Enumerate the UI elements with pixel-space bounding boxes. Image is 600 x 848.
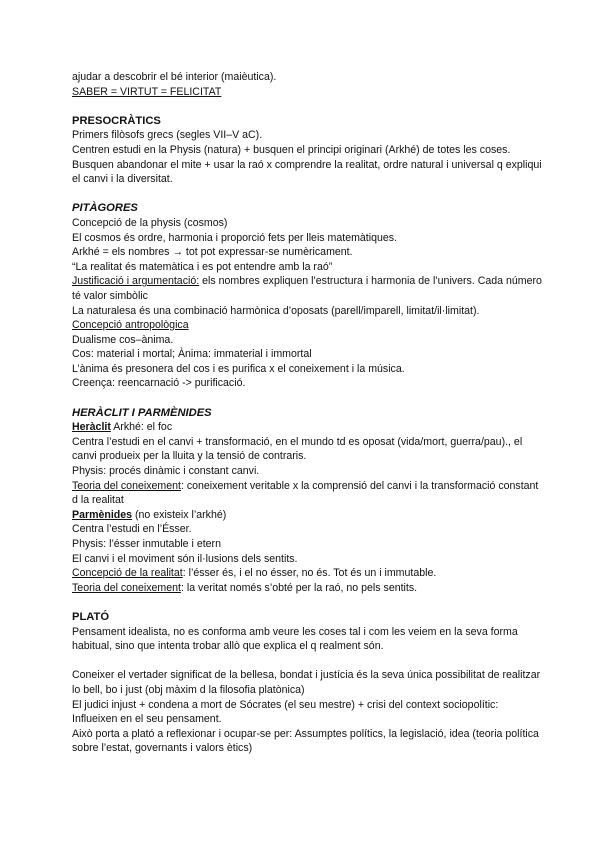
pitagores-line: El cosmos és ordre, harmonia i proporció fets per lleis matemàtiques. xyxy=(72,231,398,244)
pitagores-line: Arkhé = els nombres → tot pot expressar-se numèricament. xyxy=(72,246,353,259)
plato-heading: PLATÓ xyxy=(72,610,110,623)
parmenides-line: Physis: l’ésser inmutable i etern xyxy=(72,538,221,550)
pitagores-line: “La realitat és matemàtica i es pot entendre amb la raó” xyxy=(72,260,333,273)
pitagores-opposites: La naturalesa és una combinació harmònica d’oposats (parell/imparell, limitat/il·limitat). xyxy=(72,304,480,317)
pitagores-justification xyxy=(72,274,542,303)
parmenides-line: Centra l’estudi en l’Ésser. xyxy=(72,523,192,536)
anthropology-line: L’ànima és presonera del cos i es purifica x el coneixement i la música. xyxy=(72,362,405,375)
saber-virtut-felicitat: SABER = VIRTUT = FELICITAT xyxy=(72,85,222,98)
parmenides-note: (no existeix l’arkhé) xyxy=(132,508,227,521)
justification-text: els nombres expliquen l’estructura i harmonia de l’univers. Cada número té valor simbòlic xyxy=(72,275,542,302)
presocratics-heading: PRESOCRÀTICS xyxy=(72,114,161,127)
anthropology-line: Cos: material i mortal; Ànima: immaterial i immortal xyxy=(72,348,312,361)
anthropology-line: Dualisme cos–ànima. xyxy=(72,333,174,346)
heraclit-intro xyxy=(72,420,542,435)
heraclit-line: Centra l’estudi en el canvi + transformació, en el mundo td es oposat (vida/mort, guerra/pau)., el canvi produeix per la lluita y la tensió de contraris. xyxy=(72,435,523,463)
heraclit-parmenides-heading: HERÀCLIT I PARMÈNIDES xyxy=(72,406,212,419)
reality-text: : l’ésser és, i el no ésser, no és. Tot és un i immutable. xyxy=(182,567,437,580)
plato-paragraph: Això porta a plató a reflexionar i ocupar-se per: Assumptes polítics, la legislació, idea (teoria política sobre l’estat, governants i valors ètics) xyxy=(72,727,539,755)
document-page xyxy=(72,70,542,756)
pitagores-heading: PITÀGORES xyxy=(72,202,138,215)
heraclit-arkhe: Arkhé: el foc xyxy=(110,421,173,434)
parmenides-reality xyxy=(72,566,542,581)
reality-label: Concepció de la realitat xyxy=(72,567,183,580)
parmenides-intro xyxy=(72,508,542,523)
heraclit-knowledge-text: : coneixement veritable x la comprensió del canvi i la transformació constant d la realitat xyxy=(72,479,539,507)
heraclit-knowledge-label: Teoria del coneixement xyxy=(72,479,181,492)
plato-paragraph: El judici injust + condena a mort de Sócrates (el seu mestre) + crisi del context sociopolític: Influeixen en el seu pensament. xyxy=(72,698,499,726)
justification-label: Justificació i argumentació: xyxy=(72,275,200,288)
parmenides-knowledge-label: Teoria del coneixement xyxy=(72,581,181,594)
pitagores-line: Concepció de la physis (cosmos) xyxy=(72,216,228,229)
parmenides-knowledge xyxy=(72,581,542,596)
parmenides-knowledge-text: : la veritat només s’obté per la raó, no pels sentits. xyxy=(180,581,418,594)
heraclit-label: Heràclit xyxy=(72,421,111,434)
parmenides-label: Parmènides xyxy=(72,508,133,521)
plato-paragraph: Pensament idealista, no es conforma amb veure les coses tal i com les veiem en la seva forma habitual, sino que intenta trobar allò que explica el q realment són. xyxy=(72,625,518,653)
heraclit-knowledge xyxy=(72,479,542,508)
presocratics-line: Busquen abandonar el mite + usar la raó x comprendre la realitat, ordre natural i universal q expliqui el canvi i la diversitat. xyxy=(72,158,542,186)
parmenides-line: El canvi i el moviment són il·lusions dels sentits. xyxy=(72,552,298,565)
anthropology-label: Concepció antropològica xyxy=(72,319,189,332)
plato-paragraph: Coneixer el vertader significat de la bellesa, bondat i justícia és la seva única possibilitat de realitzar lo bell, bo i just (obj màxim d la filosofia platònica) xyxy=(72,669,541,696)
heraclit-line: Physis: procés dinàmic i constant canvi. xyxy=(72,465,260,478)
intro-line: ajudar a descobrir el bé interior (maièutica). xyxy=(72,71,277,83)
presocratics-line: Primers filòsofs grecs (segles VII–V aC). xyxy=(72,129,263,142)
presocratics-line: Centren estudi en la Physis (natura) + busquen el principi originari (Arkhé) de totes les coses. xyxy=(72,143,511,156)
anthropology-line: Creença: reencarnació -> purificació. xyxy=(72,377,246,390)
